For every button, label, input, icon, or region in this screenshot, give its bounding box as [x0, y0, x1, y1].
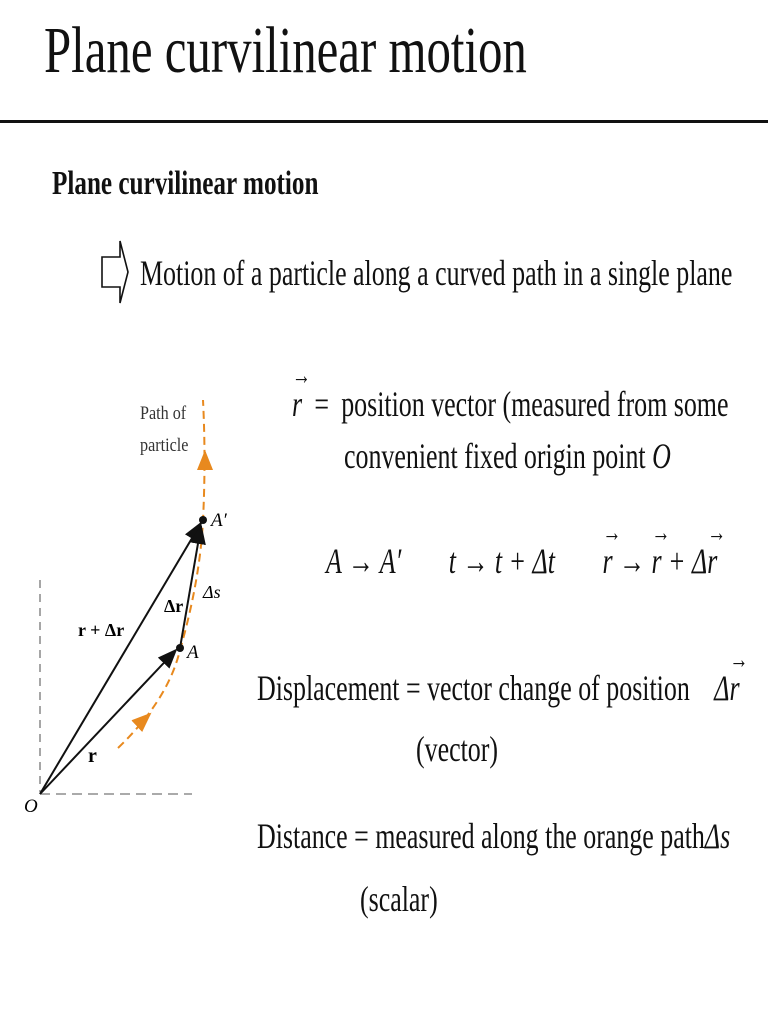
origin-symbol: O — [652, 436, 671, 476]
r-vector-symbol: → r — [292, 383, 302, 425]
title-divider — [0, 120, 768, 123]
vector-r — [40, 650, 176, 794]
label-r-plus-delta-r: r + Δr — [78, 620, 125, 640]
displacement-line — [257, 667, 740, 709]
eq-point-transition: A → A′ — [326, 541, 402, 581]
bullet-text: Motion of a particle along a curved path in a single plane — [140, 253, 733, 293]
vector-delta-r — [180, 526, 201, 648]
displacement-delta: Δ — [714, 668, 730, 708]
position-vector-line2 — [344, 435, 671, 477]
displacement-text: Displacement = vector change of position — [257, 668, 690, 708]
displacement-r-vector: → r — [730, 667, 740, 709]
point-A-dot — [176, 644, 184, 652]
label-A: A — [187, 642, 199, 663]
label-r: r — [88, 745, 97, 767]
label-A-prime: A′ — [211, 510, 227, 531]
path-label-line2: particle — [140, 433, 189, 456]
page-title: Plane curvilinear motion — [44, 14, 527, 87]
eq-arrow: → — [612, 541, 652, 581]
path-arrow-lower — [138, 714, 150, 725]
distance-type: (scalar) — [360, 879, 438, 919]
equals-sign: = — [314, 384, 329, 424]
position-vector-line — [292, 383, 728, 425]
distance-symbol: Δs — [704, 816, 731, 856]
eq-r-rhs: → r — [651, 540, 661, 582]
eq-plus-delta: + Δ — [661, 541, 708, 581]
position-vector-text: position vector (measured from some — [341, 384, 729, 424]
position-vector-text2: convenient fixed origin point — [344, 436, 646, 476]
distance-text: Distance = measured along the orange path — [257, 816, 705, 856]
eq-time-transition: t → t + Δt — [448, 541, 555, 581]
transition-equations — [326, 540, 717, 582]
displacement-type: (vector) — [416, 729, 499, 769]
label-delta-s: Δs — [203, 582, 221, 602]
hollow-arrow-icon — [100, 237, 130, 307]
curvilinear-motion-diagram — [0, 380, 260, 830]
path-label-line1: Path of — [140, 401, 187, 424]
section-heading: Plane curvilinear motion — [52, 165, 319, 202]
label-origin: O — [24, 796, 38, 817]
distance-line — [257, 815, 730, 857]
label-delta-r: Δr — [164, 596, 184, 616]
eq-delta-r: → r — [707, 540, 717, 582]
point-A-prime-dot — [199, 516, 207, 524]
eq-r-lhs: → r — [602, 540, 612, 582]
